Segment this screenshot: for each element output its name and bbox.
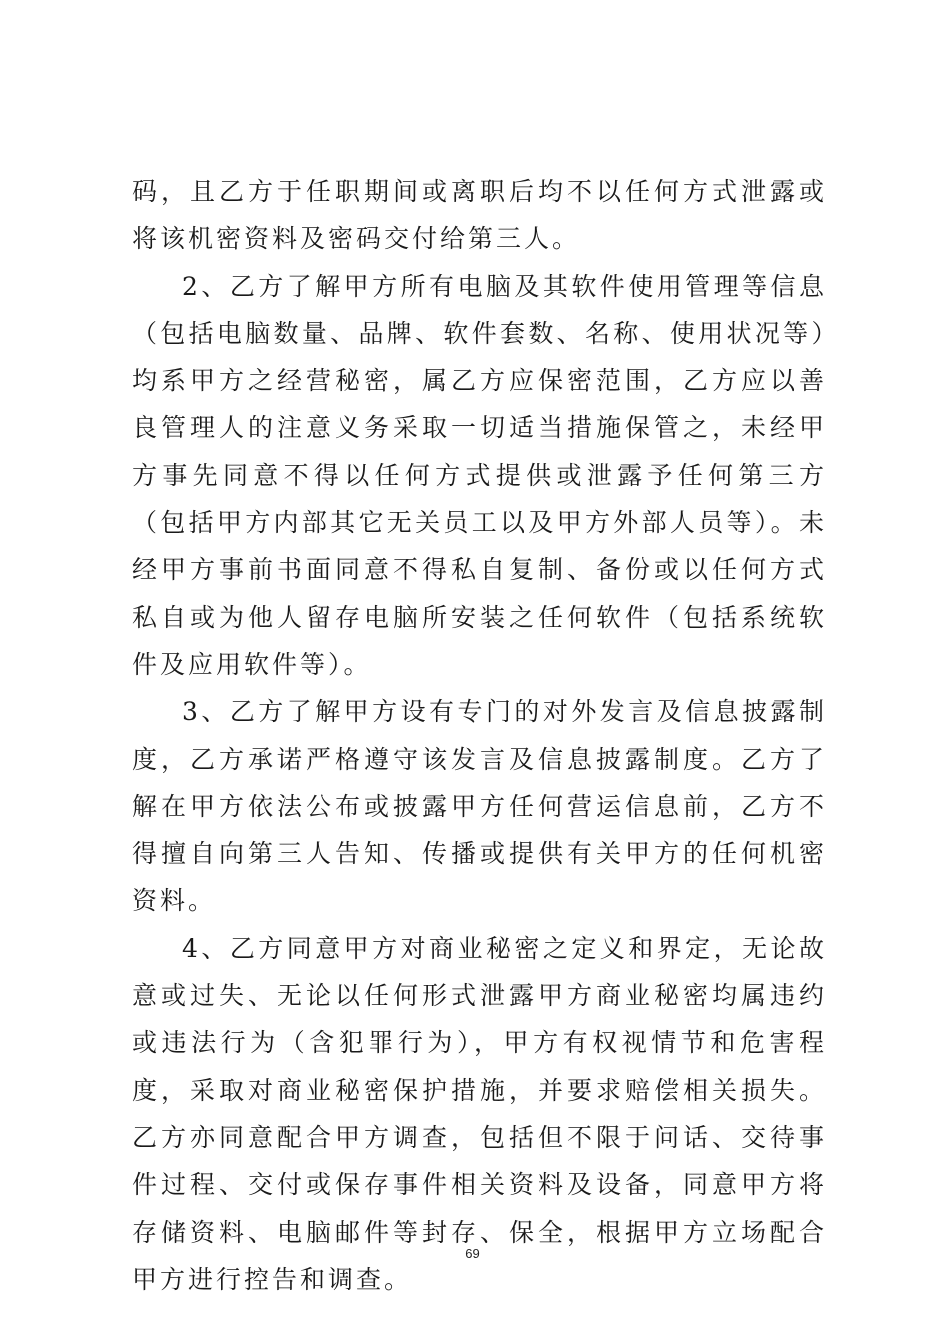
document-body [132,168,827,1303]
paragraph-clause-2: 2、乙方了解甲方所有电脑及其软件使用管理等信息（包括电脑数量、品牌、软件套数、名称、使用状况等）均系甲方之经营秘密，属乙方应保密范围，乙方应以善良管理人的注意义务采取一切适当措施保管之，未经甲方事先同意不得以任何方式提供或泄露予任何第三方（包括甲方内部其它无关员工以及甲方外部人员等）。未经甲方事前书面同意不得私自复制、备份或以任何方式私自或为他人留存电脑所安装之任何软件（包括系统软件及应用软件等）。 [132,271,827,679]
paragraph-clause-3: 3、乙方了解甲方设有专门的对外发言及信息披露制度，乙方承诺严格遵守该发言及信息披露制度。乙方了解在甲方依法公布或披露甲方任何营运信息前，乙方不得擅自向第三人告知、传播或提供有关甲方的任何机密资料。 [132,697,827,916]
paragraph-clause-4: 4、乙方同意甲方对商业秘密之定义和界定，无论故意或过失、无论以任何形式泄露甲方商业秘密均属违约或违法行为（含犯罪行为），甲方有权视情节和危害程度，采取对商业秘密保护措施，并要求赔偿相关损失。乙方亦同意配合甲方调查，包括但不限于问话、交待事件过程、交付或保存事件相关资料及设备，同意甲方将存储资料、电脑邮件等封存、保全，根据甲方立场配合甲方进行控告和调查。 [132,933,827,1294]
page-number: 69 [465,1246,480,1261]
paragraph-continuation: 码，且乙方于任职期间或离职后均不以任何方式泄露或将该机密资料及密码交付给第三人。 [132,177,827,254]
